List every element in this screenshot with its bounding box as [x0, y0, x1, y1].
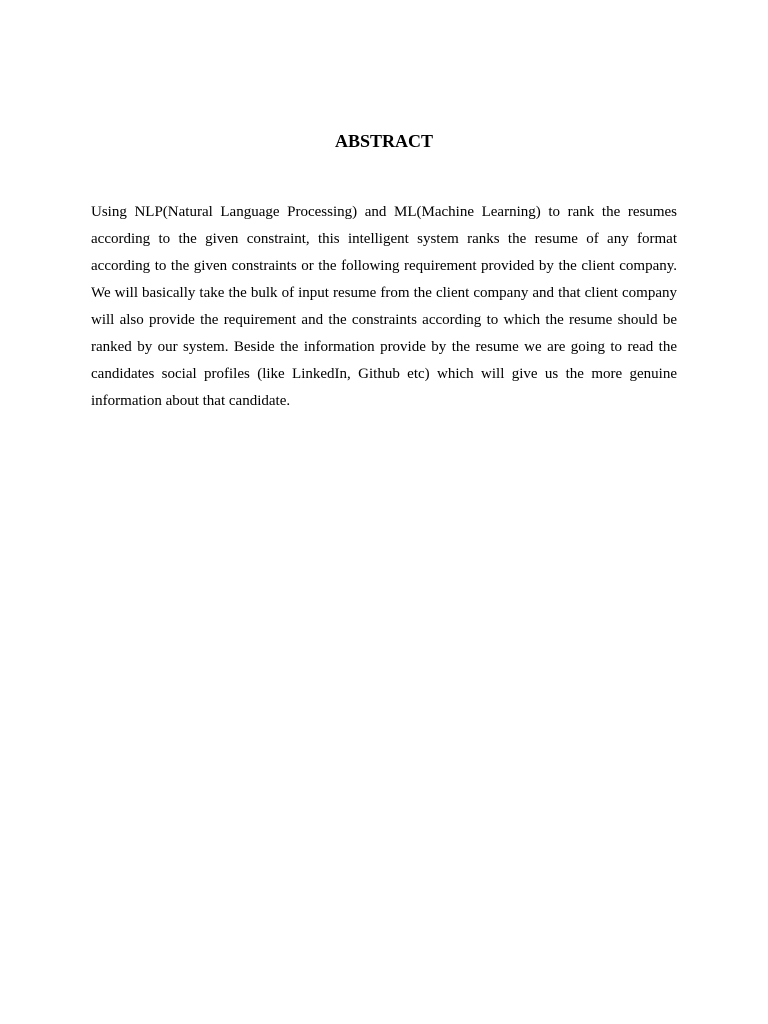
abstract-paragraph: Using NLP(Natural Language Processing) and ML(Machine Learning) to rank the resumes according to the given constraint, this intelligent system ranks the resume of any format according to the given constraints or the following requirement provided by the client company. We will basically take the bulk of input resume from the client company and that client company will also provide the requirement and the constraints according to which the resume should be ranked by our system. Beside the information provide by the resume we are going to read the candidates social profiles (like LinkedIn, Github etc) which will give us the more genuine information about that candidate. [91, 204, 677, 409]
abstract-heading: ABSTRACT [334, 131, 434, 151]
